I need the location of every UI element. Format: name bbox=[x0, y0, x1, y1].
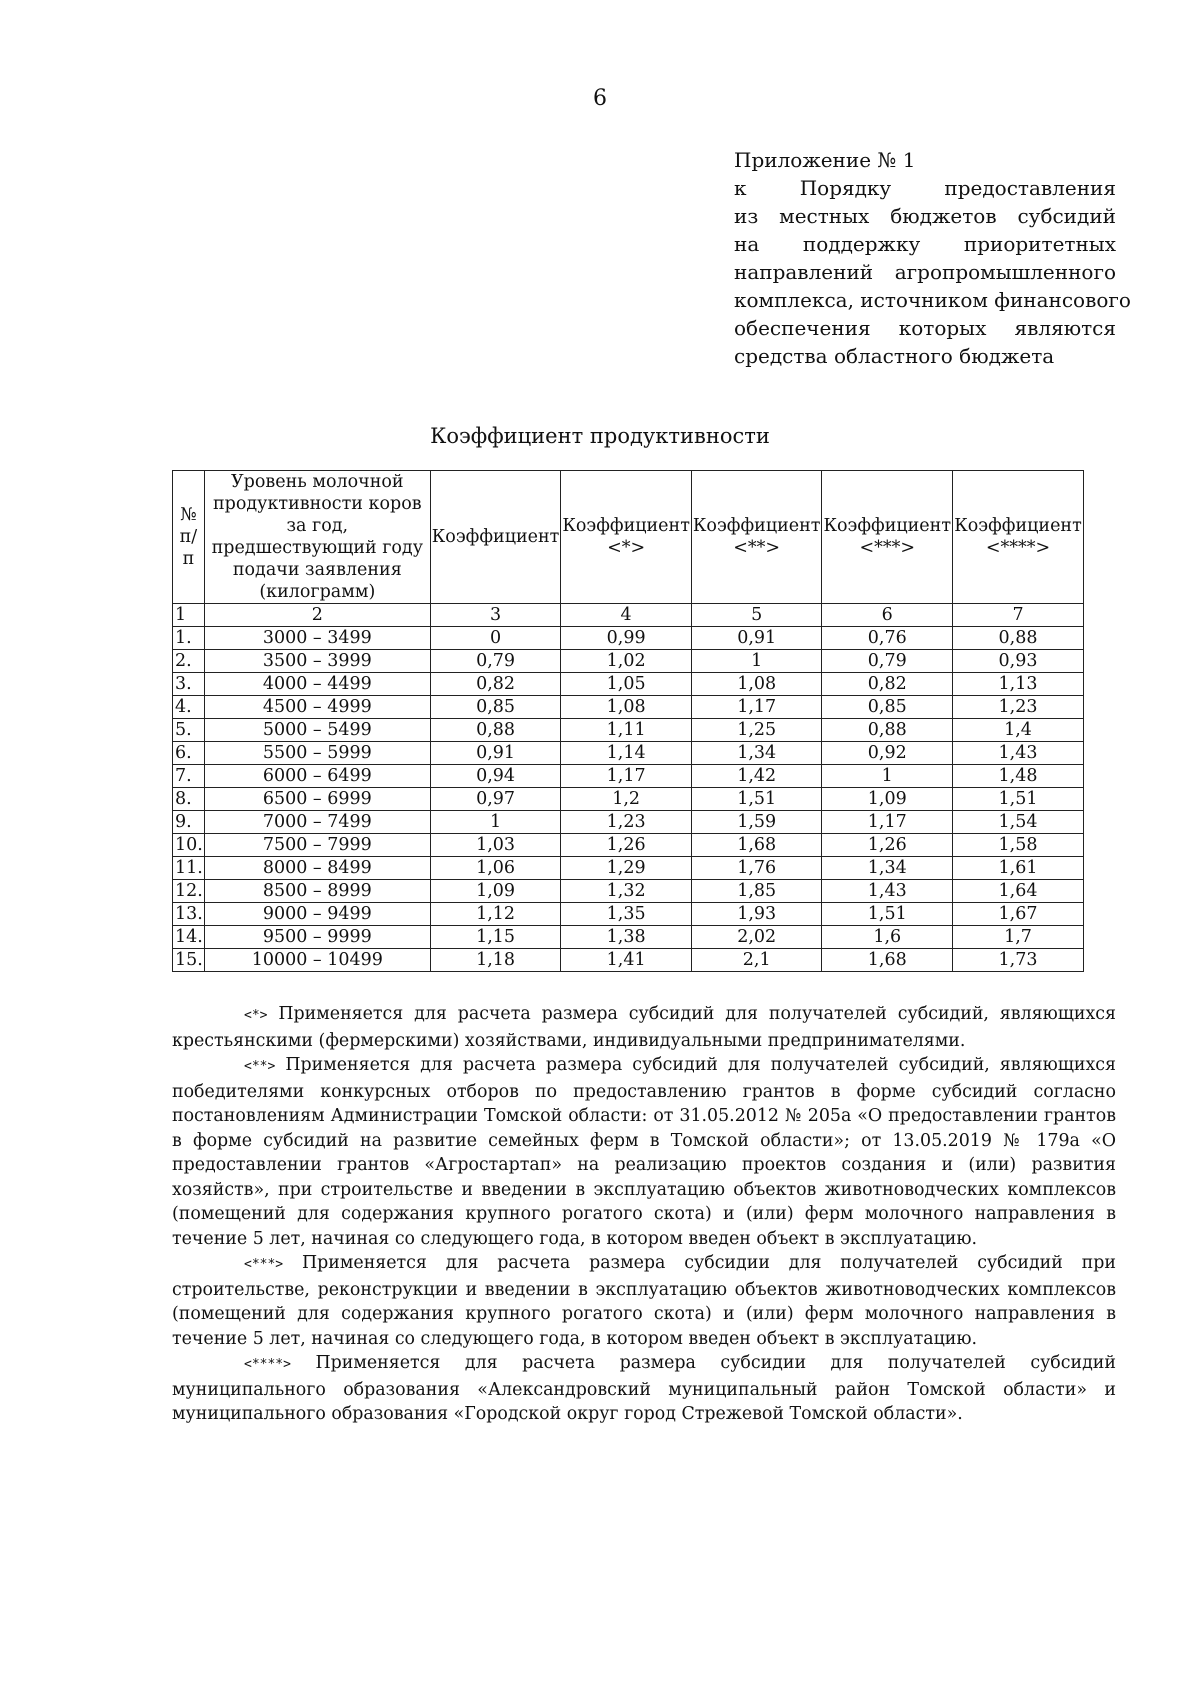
table-cell: 0,88 bbox=[953, 627, 1084, 650]
table-cell: 13. bbox=[173, 903, 205, 926]
header-cell: Коэффициент <***> bbox=[822, 471, 953, 604]
appendix-line: к Порядку предоставления bbox=[734, 176, 1116, 200]
table-row bbox=[173, 788, 1084, 811]
appendix-line: средства областного бюджета bbox=[734, 344, 1055, 368]
table-cell: 0,91 bbox=[691, 627, 822, 650]
table-cell: 0,88 bbox=[430, 719, 561, 742]
table-row bbox=[173, 627, 1084, 650]
footnote-text: Применяется для расчета размера субсидий для получателей субсидий, являющихся крестьянскими (фермерскими) хозяйствами, индивидуальными предпринимателями. bbox=[172, 1004, 1117, 1051]
table-cell: 1,14 bbox=[561, 742, 692, 765]
footnote-marker: <*> bbox=[244, 1008, 268, 1023]
productivity-coefficient-table bbox=[172, 470, 1084, 972]
table-row bbox=[173, 765, 1084, 788]
table-cell: 1,76 bbox=[691, 857, 822, 880]
table-cell: 1,08 bbox=[561, 696, 692, 719]
table-cell: 5000 – 5499 bbox=[204, 719, 430, 742]
table-cell: 1,13 bbox=[953, 673, 1084, 696]
table-cell: 1,64 bbox=[953, 880, 1084, 903]
table-cell: 1,05 bbox=[561, 673, 692, 696]
table-cell: 7500 – 7999 bbox=[204, 834, 430, 857]
table-cell: 1,09 bbox=[430, 880, 561, 903]
footnote bbox=[172, 1002, 1116, 1053]
footnote bbox=[172, 1053, 1116, 1251]
table-row bbox=[173, 719, 1084, 742]
table-cell: 1,59 bbox=[691, 811, 822, 834]
table-cell: 10. bbox=[173, 834, 205, 857]
appendix-line: на поддержку приоритетных bbox=[734, 232, 1116, 256]
table-cell: 1,85 bbox=[691, 880, 822, 903]
table-row bbox=[173, 834, 1084, 857]
header-cell: Коэффициент <**> bbox=[691, 471, 822, 604]
table-cell: 1 bbox=[430, 811, 561, 834]
table-cell: 1,2 bbox=[561, 788, 692, 811]
table-cell: 8000 – 8499 bbox=[204, 857, 430, 880]
header-cell: Уровень молочной продуктивности коров за год, предшествующий году подачи заявления (килограмм) bbox=[204, 471, 430, 604]
column-number-cell: 5 bbox=[691, 604, 822, 627]
table-cell: 1,67 bbox=[953, 903, 1084, 926]
table-cell: 1,17 bbox=[822, 811, 953, 834]
column-number-cell: 2 bbox=[204, 604, 430, 627]
appendix-line: Приложение № 1 bbox=[734, 148, 916, 172]
column-number-cell: 1 bbox=[173, 604, 205, 627]
table-cell: 0,93 bbox=[953, 650, 1084, 673]
table-cell: 1,61 bbox=[953, 857, 1084, 880]
table-cell: 1,23 bbox=[953, 696, 1084, 719]
table-cell: 1,35 bbox=[561, 903, 692, 926]
table-cell: 1,09 bbox=[822, 788, 953, 811]
table-cell: 4000 – 4499 bbox=[204, 673, 430, 696]
table-cell: 1,42 bbox=[691, 765, 822, 788]
column-number-cell: 6 bbox=[822, 604, 953, 627]
table-cell: 4. bbox=[173, 696, 205, 719]
table-cell: 1,18 bbox=[430, 949, 561, 972]
table-cell: 1. bbox=[173, 627, 205, 650]
table-cell: 7. bbox=[173, 765, 205, 788]
table-cell: 0,94 bbox=[430, 765, 561, 788]
table-cell: 1,34 bbox=[822, 857, 953, 880]
table-cell: 1,4 bbox=[953, 719, 1084, 742]
table-cell: 3. bbox=[173, 673, 205, 696]
footnote-text: Применяется для расчета размера субсидий для получателей субсидий, являющихся победителями конкурсных отборов по предоставлению грантов в форме субсидий согласно постановлениям Администрации Томской области: от 31.05.2012 № 205а «О предоставлении грантов в форме субсидий на развитие семейных ферм в Томской области»; от 13.05.2019 № 179а «О предоставлении грантов «Агростартап» на реализацию проектов создания и (или) развития хозяйств», при строительстве и введении в эксплуатацию объектов животноводческих комплексов (помещений для содержания крупного рогатого скота) и (или) ферм молочного направления в течение 5 лет, начиная со следующего года, в котором введен объект в эксплуатацию. bbox=[172, 1055, 1117, 1249]
table-cell: 4500 – 4999 bbox=[204, 696, 430, 719]
page-number: 6 bbox=[593, 86, 607, 111]
table-cell: 10000 – 10499 bbox=[204, 949, 430, 972]
appendix-line: обеспечения которых являются bbox=[734, 316, 1116, 340]
table-row bbox=[173, 742, 1084, 765]
table-cell: 9000 – 9499 bbox=[204, 903, 430, 926]
table-cell: 8. bbox=[173, 788, 205, 811]
table-cell: 1,03 bbox=[430, 834, 561, 857]
table-cell: 5. bbox=[173, 719, 205, 742]
table-cell: 7000 – 7499 bbox=[204, 811, 430, 834]
table-cell: 0,79 bbox=[822, 650, 953, 673]
table-cell: 1,54 bbox=[953, 811, 1084, 834]
table-row bbox=[173, 673, 1084, 696]
table-cell: 1,38 bbox=[561, 926, 692, 949]
table-cell: 1,93 bbox=[691, 903, 822, 926]
table-cell: 2,02 bbox=[691, 926, 822, 949]
table-cell: 12. bbox=[173, 880, 205, 903]
table-cell: 1,68 bbox=[822, 949, 953, 972]
header-cell: Коэффициент bbox=[430, 471, 561, 604]
column-number-row bbox=[173, 604, 1084, 627]
table-cell: 1,29 bbox=[561, 857, 692, 880]
table-cell: 14. bbox=[173, 926, 205, 949]
table-cell: 1,68 bbox=[691, 834, 822, 857]
table-cell: 0 bbox=[430, 627, 561, 650]
table-cell: 15. bbox=[173, 949, 205, 972]
table-cell: 1,58 bbox=[953, 834, 1084, 857]
table-cell: 1,32 bbox=[561, 880, 692, 903]
table-cell: 1,41 bbox=[561, 949, 692, 972]
footnotes bbox=[172, 1002, 1116, 1427]
table-row bbox=[173, 949, 1084, 972]
table-cell: 3500 – 3999 bbox=[204, 650, 430, 673]
table-cell: 1,26 bbox=[561, 834, 692, 857]
column-number-cell: 3 bbox=[430, 604, 561, 627]
appendix-heading bbox=[734, 146, 1131, 370]
table-cell: 0,76 bbox=[822, 627, 953, 650]
table-cell: 1,08 bbox=[691, 673, 822, 696]
table-cell: 0,85 bbox=[822, 696, 953, 719]
footnote-text: Применяется для расчета размера субсидии для получателей субсидий муниципального образования «Александровский муниципальный район Томской области» и муниципального образования «Городской округ город Стрежевой Томской области». bbox=[172, 1353, 1116, 1424]
table-cell: 1 bbox=[691, 650, 822, 673]
appendix-line: направлений агропромышленного bbox=[734, 260, 1116, 284]
table-row bbox=[173, 696, 1084, 719]
table-cell: 1,73 bbox=[953, 949, 1084, 972]
table-cell: 0,99 bbox=[561, 627, 692, 650]
table-cell: 1,43 bbox=[822, 880, 953, 903]
header-cell: № п/п bbox=[173, 471, 205, 604]
table-cell: 5500 – 5999 bbox=[204, 742, 430, 765]
table-cell: 0,88 bbox=[822, 719, 953, 742]
table-cell: 1,25 bbox=[691, 719, 822, 742]
table-cell: 0,82 bbox=[430, 673, 561, 696]
column-number-cell: 4 bbox=[561, 604, 692, 627]
table-cell: 1,48 bbox=[953, 765, 1084, 788]
table-row bbox=[173, 880, 1084, 903]
table-cell: 1,23 bbox=[561, 811, 692, 834]
table-cell: 0,79 bbox=[430, 650, 561, 673]
table-cell: 2. bbox=[173, 650, 205, 673]
table-cell: 6. bbox=[173, 742, 205, 765]
table-cell: 1,02 bbox=[561, 650, 692, 673]
table-row bbox=[173, 857, 1084, 880]
header-row bbox=[173, 471, 1084, 604]
footnote-marker: <***> bbox=[244, 1257, 284, 1272]
footnote-marker: <**> bbox=[244, 1059, 276, 1074]
table-cell: 1,51 bbox=[953, 788, 1084, 811]
table-cell: 1,7 bbox=[953, 926, 1084, 949]
table-row bbox=[173, 926, 1084, 949]
table-cell: 0,91 bbox=[430, 742, 561, 765]
table-cell: 9500 – 9999 bbox=[204, 926, 430, 949]
appendix-line: комплекса, источником финансового bbox=[734, 288, 1131, 312]
footnote-marker: <****> bbox=[244, 1357, 291, 1372]
table-cell: 1,06 bbox=[430, 857, 561, 880]
header-cell: Коэффициент <****> bbox=[953, 471, 1084, 604]
table-cell: 1,17 bbox=[561, 765, 692, 788]
table-cell: 1,12 bbox=[430, 903, 561, 926]
table-cell: 1,15 bbox=[430, 926, 561, 949]
table-cell: 6000 – 6499 bbox=[204, 765, 430, 788]
column-number-cell: 7 bbox=[953, 604, 1084, 627]
table-title: Коэффициент продуктивности bbox=[430, 424, 770, 448]
table-cell: 1,51 bbox=[822, 903, 953, 926]
table-cell: 1,43 bbox=[953, 742, 1084, 765]
header-cell: Коэффициент <*> bbox=[561, 471, 692, 604]
table-cell: 1 bbox=[822, 765, 953, 788]
table-cell: 6500 – 6999 bbox=[204, 788, 430, 811]
table-cell: 1,6 bbox=[822, 926, 953, 949]
table-cell: 0,97 bbox=[430, 788, 561, 811]
table-cell: 2,1 bbox=[691, 949, 822, 972]
footnote bbox=[172, 1251, 1116, 1351]
table-cell: 1,11 bbox=[561, 719, 692, 742]
appendix-line: из местных бюджетов субсидий bbox=[734, 204, 1116, 228]
footnote bbox=[172, 1351, 1116, 1427]
table-row bbox=[173, 811, 1084, 834]
table-cell: 1,34 bbox=[691, 742, 822, 765]
table-cell: 8500 – 8999 bbox=[204, 880, 430, 903]
table-cell: 1,17 bbox=[691, 696, 822, 719]
footnote-text: Применяется для расчета размера субсидии для получателей субсидий при строительстве, реконструкции и введении в эксплуатацию объектов животноводческих комплексов (помещений для содержания крупного рогатого скота) и (или) ферм молочного направления в течение 5 лет, начиная со следующего года, в котором введен объект в эксплуатацию. bbox=[172, 1253, 1116, 1349]
table-cell: 9. bbox=[173, 811, 205, 834]
table-cell: 11. bbox=[173, 857, 205, 880]
table-row bbox=[173, 650, 1084, 673]
table-cell: 0,85 bbox=[430, 696, 561, 719]
table-cell: 1,26 bbox=[822, 834, 953, 857]
table-cell: 1,51 bbox=[691, 788, 822, 811]
table-cell: 3000 – 3499 bbox=[204, 627, 430, 650]
table-cell: 0,82 bbox=[822, 673, 953, 696]
table-row bbox=[173, 903, 1084, 926]
table-cell: 0,92 bbox=[822, 742, 953, 765]
